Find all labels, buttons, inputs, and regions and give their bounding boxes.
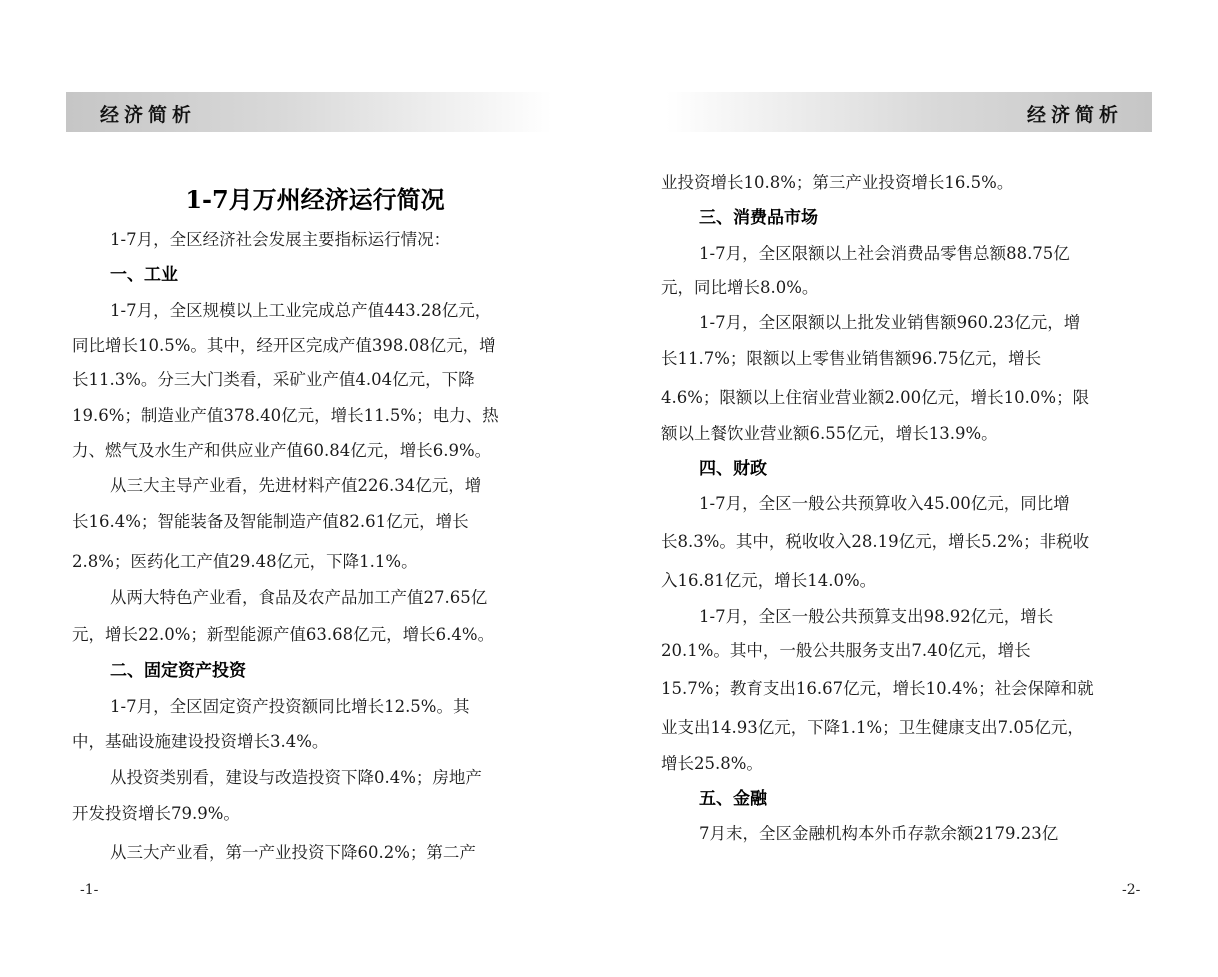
- paragraph-line: 从投资类别看，建设与改造投资下降0.4%；房地产: [110, 768, 482, 787]
- paragraph-line: 1-7月，全区固定资产投资额同比增长12.5%。其: [110, 697, 470, 716]
- paragraph-line: 15.7%；教育支出16.67亿元，增长10.4%；社会保障和就: [661, 679, 1094, 698]
- section-heading-industry: 一、工业: [110, 265, 178, 285]
- paragraph-line: 从三大产业看，第一产业投资下降60.2%；第二产: [110, 843, 476, 862]
- paragraph-line: 长16.4%；智能装备及智能制造产值82.61亿元，增长: [72, 512, 469, 531]
- paragraph-line: 额以上餐饮业营业额6.55亿元，增长13.9%。: [661, 424, 998, 443]
- section-heading-banking: 五、金融: [699, 789, 767, 809]
- section-heading-consumer-market: 三、消费品市场: [699, 208, 818, 228]
- paragraph-line: 长11.7%；限额以上零售业销售额96.75亿元，增长: [661, 349, 1042, 368]
- paragraph-line: 长11.3%。分三大门类看，采矿业产值4.04亿元，下降: [72, 370, 475, 389]
- paragraph-line: 1-7月，全区限额以上社会消费品零售总额88.75亿: [699, 244, 1070, 263]
- paragraph-line: 19.6%；制造业产值378.40亿元，增长11.5%；电力、热: [72, 406, 499, 425]
- paragraph-line: 中，基础设施建设投资增长3.4%。: [72, 732, 329, 751]
- paragraph-line: 1-7月，全区一般公共预算支出98.92亿元，增长: [699, 607, 1054, 626]
- paragraph-line: 4.6%；限额以上住宿业营业额2.00亿元，增长10.0%；限: [661, 388, 1090, 407]
- paragraph-line: 业投资增长10.8%；第三产业投资增长16.5%。: [661, 173, 1014, 192]
- paragraph-line: 元，增长22.0%；新型能源产值63.68亿元，增长6.4%。: [72, 625, 495, 644]
- paragraph-line: 7月末，全区金融机构本外币存款余额2179.23亿: [699, 824, 1059, 843]
- paragraph-line: 从三大主导产业看，先进材料产值226.34亿元，增: [110, 476, 482, 495]
- paragraph-line: 开发投资增长79.9%。: [72, 804, 240, 823]
- section-heading-finance-revenue: 四、财政: [699, 459, 767, 479]
- paragraph-line: 从两大特色产业看，食品及农产品加工产值27.65亿: [110, 588, 488, 607]
- header-title: 经济简析: [100, 104, 197, 126]
- intro-line: 1-7月，全区经济社会发展主要指标运行情况：: [110, 230, 451, 249]
- document-title: 1-7月万州经济运行简况: [185, 185, 445, 214]
- paragraph-line: 增长25.8%。: [661, 754, 763, 773]
- header-title: 经济简析: [1026, 104, 1123, 126]
- paragraph-line: 入16.81亿元，增长14.0%。: [661, 571, 877, 590]
- paragraph-line: 1-7月，全区一般公共预算收入45.00亿元，同比增: [699, 494, 1070, 513]
- paragraph-line: 1-7月，全区规模以上工业完成总产值443.28亿元，: [110, 301, 492, 320]
- page-number: -2-: [1122, 882, 1141, 898]
- header-band: [666, 92, 1152, 132]
- section-heading-fixed-asset-investment: 二、固定资产投资: [110, 661, 246, 681]
- right-page: [609, 0, 1218, 977]
- paragraph-line: 元，同比增长8.0%。: [661, 278, 819, 297]
- paragraph-line: 2.8%；医药化工产值29.48亿元，下降1.1%。: [72, 552, 418, 571]
- paragraph-line: 力、燃气及水生产和供应业产值60.84亿元，增长6.9%。: [72, 441, 492, 460]
- paragraph-line: 业支出14.93亿元，下降1.1%；卫生健康支出7.05亿元，: [661, 718, 1084, 737]
- header-band: [66, 92, 552, 132]
- paragraph-line: 同比增长10.5%。其中，经开区完成产值398.08亿元，增: [72, 336, 496, 355]
- paragraph-line: 1-7月，全区限额以上批发业销售额960.23亿元，增: [699, 313, 1081, 332]
- paragraph-line: 20.1%。其中，一般公共服务支出7.40亿元，增长: [661, 641, 1031, 660]
- page-number: -1-: [80, 882, 99, 898]
- paragraph-line: 长8.3%。其中，税收收入28.19亿元，增长5.2%；非税收: [661, 532, 1090, 551]
